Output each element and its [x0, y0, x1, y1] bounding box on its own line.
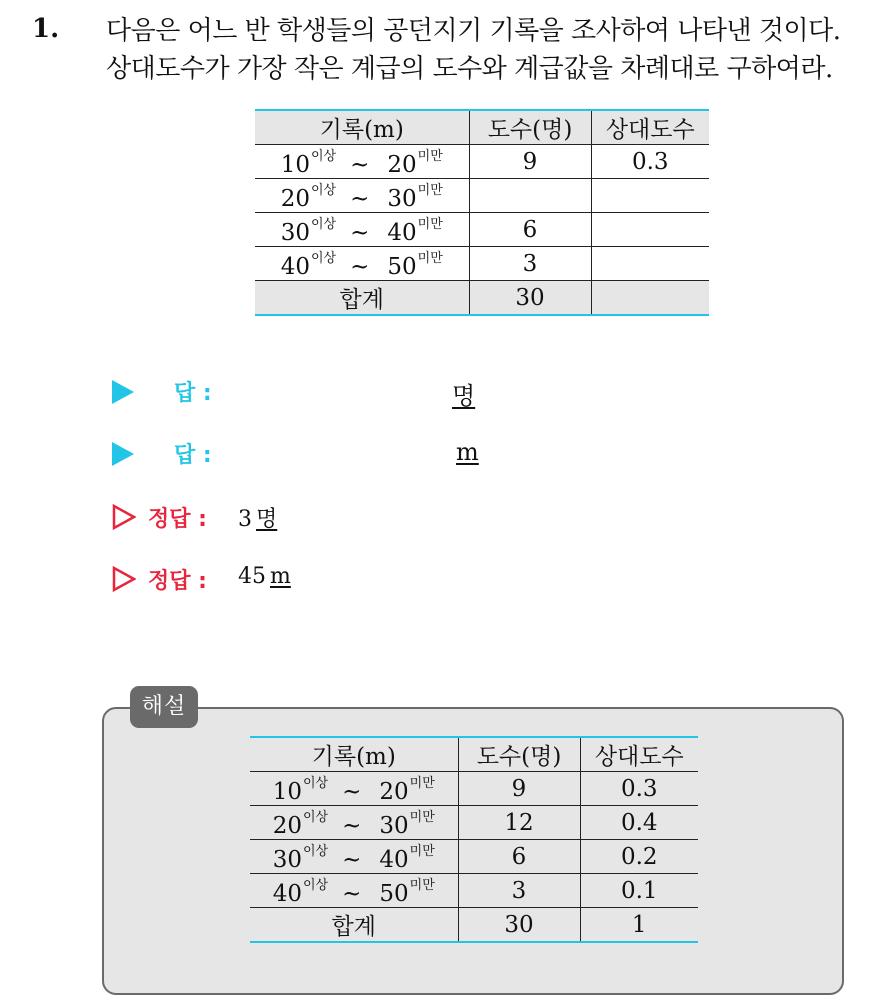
correct-label: 정답 : — [148, 507, 207, 532]
relative-frequency-cell — [591, 179, 709, 213]
frequency-cell: 3 — [458, 874, 580, 908]
relative-frequency-cell: 0.1 — [580, 874, 698, 908]
relative-frequency-cell: 0.2 — [580, 840, 698, 874]
table-row — [250, 840, 698, 874]
relative-frequency-cell: 0.3 — [580, 772, 698, 806]
frequency-cell: 6 — [458, 840, 580, 874]
answer-row-1 — [112, 376, 512, 410]
table-total-row — [250, 908, 698, 943]
table-row — [255, 247, 709, 281]
total-relative-frequency — [591, 281, 709, 316]
table-row — [255, 179, 709, 213]
answer-label: 답 : — [174, 381, 212, 406]
total-label: 합계 — [250, 908, 458, 943]
class-range: $10^{이상}$ ~ $20^{미만}$ — [255, 145, 469, 179]
table-row — [250, 772, 698, 806]
header-frequency: 도수(명) — [469, 110, 591, 145]
correct-value: 3 명 — [238, 507, 278, 532]
explanation-table — [250, 736, 698, 943]
play-arrow-icon — [112, 442, 134, 466]
answer-label: 답 : — [174, 443, 212, 468]
correct-answer-row-1 — [112, 502, 412, 532]
class-range: $30^{이상}$ ~ $40^{미만}$ — [255, 213, 469, 247]
total-frequency: 30 — [458, 908, 580, 943]
relative-frequency-cell — [591, 213, 709, 247]
answer-unit: m — [456, 438, 479, 466]
frequency-cell — [469, 179, 591, 213]
table-row — [255, 213, 709, 247]
frequency-table — [255, 109, 709, 316]
table-row — [255, 145, 709, 179]
class-range: $20^{이상}$ ~ $30^{미만}$ — [250, 806, 458, 840]
explanation-tab: 해설 — [130, 686, 198, 728]
question-line-1: 다음은 어느 반 학생들의 공던지기 기록을 조사하여 나타낸 것이다. — [106, 16, 841, 46]
outline-arrow-icon — [112, 566, 136, 592]
correct-label: 정답 : — [148, 569, 207, 594]
question-text — [106, 12, 876, 88]
correct-answer-row-2 — [112, 564, 412, 594]
table-row — [250, 874, 698, 908]
class-range: $10^{이상}$ ~ $20^{미만}$ — [250, 772, 458, 806]
relative-frequency-cell — [591, 247, 709, 281]
correct-value: 45 m — [238, 564, 291, 589]
play-arrow-icon — [112, 380, 134, 404]
relative-frequency-cell: 0.3 — [591, 145, 709, 179]
table-row — [250, 806, 698, 840]
class-range: $40^{이상}$ ~ $50^{미만}$ — [255, 247, 469, 281]
total-label: 합계 — [255, 281, 469, 316]
frequency-cell: 3 — [469, 247, 591, 281]
frequency-cell: 9 — [458, 772, 580, 806]
class-range: $20^{이상}$ ~ $30^{미만}$ — [255, 179, 469, 213]
frequency-cell: 9 — [469, 145, 591, 179]
header-relative-frequency: 상대도수 — [591, 110, 709, 145]
frequency-cell: 12 — [458, 806, 580, 840]
class-range: $30^{이상}$ ~ $40^{미만}$ — [250, 840, 458, 874]
relative-frequency-cell: 0.4 — [580, 806, 698, 840]
table-header-row — [255, 110, 709, 145]
header-frequency: 도수(명) — [458, 737, 580, 772]
header-record: 기록(m) — [250, 737, 458, 772]
header-relative-frequency: 상대도수 — [580, 737, 698, 772]
header-record: 기록(m) — [255, 110, 469, 145]
answer-unit: 명 — [452, 382, 476, 410]
outline-arrow-icon — [112, 504, 136, 530]
answer-row-2 — [112, 438, 512, 468]
question-number: 1. — [32, 14, 60, 44]
table-total-row — [255, 281, 709, 316]
total-frequency: 30 — [469, 281, 591, 316]
class-range: $40^{이상}$ ~ $50^{미만}$ — [250, 874, 458, 908]
total-relative-frequency: 1 — [580, 908, 698, 943]
frequency-cell: 6 — [469, 213, 591, 247]
table-header-row — [250, 737, 698, 772]
question-line-2: 상대도수가 가장 작은 계급의 도수와 계급값을 차례대로 구하여라. — [106, 54, 833, 84]
